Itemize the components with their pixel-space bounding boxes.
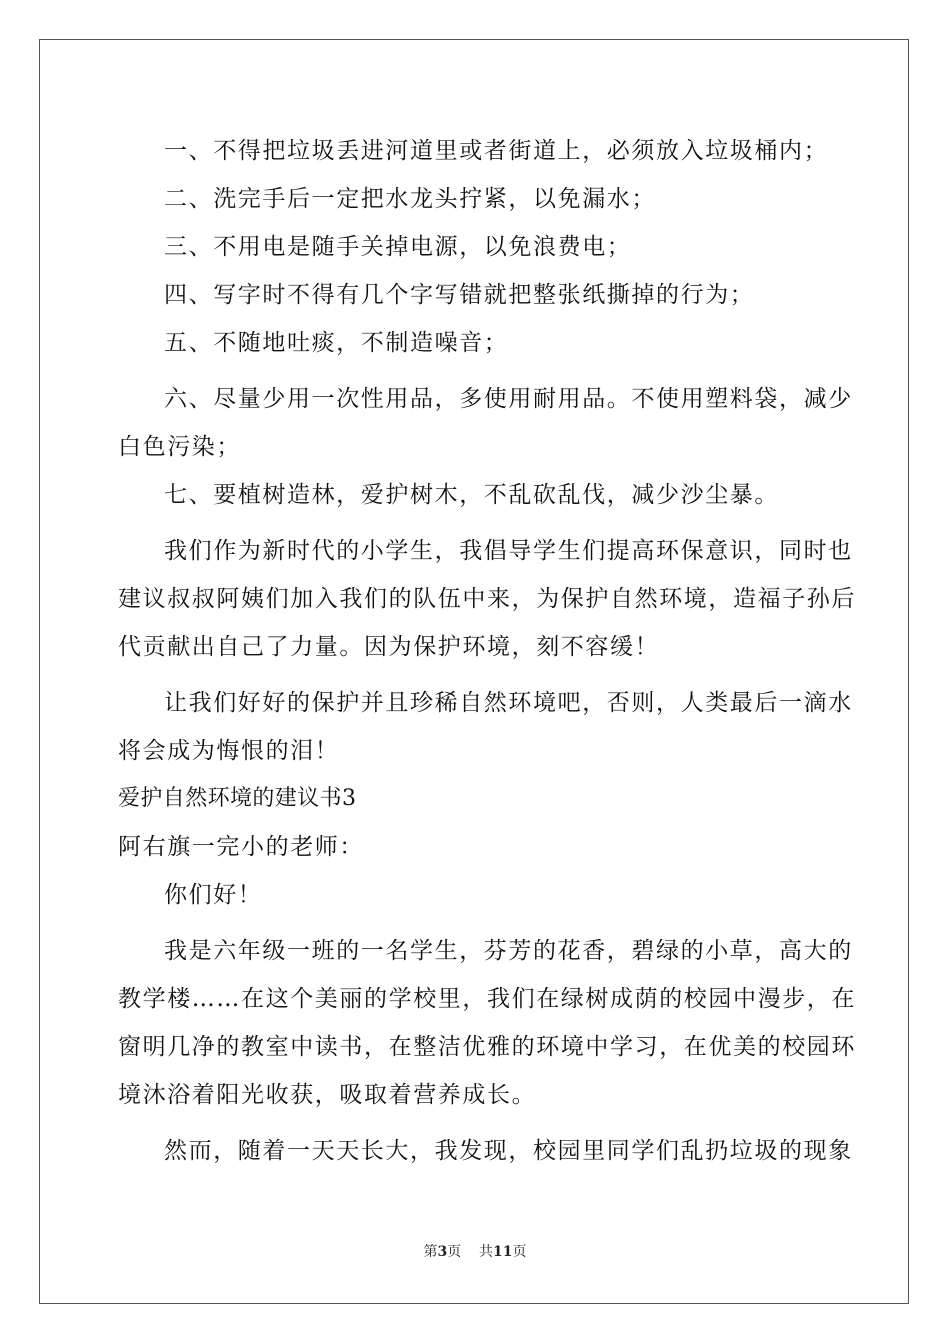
item-3: 三、不用电是随手关掉电源，以免浪费电；	[164, 234, 632, 260]
item-5: 五、不随地吐痰，不制造噪音；	[164, 330, 509, 356]
para3-line-4: 境沐浴着阳光收获，吸取着营养成长。	[118, 1082, 537, 1108]
para1-line-1: 我们作为新时代的小学生，我倡导学生们提高环保意识，同时也	[164, 538, 853, 564]
footer-current-page: 3	[437, 1244, 448, 1260]
item-7: 七、要植树造林，爱护树木，不乱砍乱伐，减少沙尘暴。	[164, 482, 779, 508]
para3-line-2: 教学楼……在这个美丽的学校里，我们在绿树成荫的校园中漫步，在	[118, 986, 856, 1012]
footer-total-pages: 11	[493, 1244, 513, 1260]
page-frame	[39, 39, 909, 1304]
item-6: 六、尽量少用一次性用品，多使用耐用品。不使用塑料袋，减少	[164, 386, 853, 412]
para2-line-2: 将会成为悔恨的泪！	[118, 738, 340, 764]
item-4: 四、写字时不得有几个字写错就把整张纸撕掉的行为；	[164, 282, 755, 308]
footer-page-unit: 页	[447, 1244, 462, 1260]
para3-line-1: 我是六年级一班的一名学生，芬芳的花香，碧绿的小草，高大的	[164, 938, 853, 964]
greeting: 你们好！	[164, 882, 263, 908]
para1-line-2: 建议叔叔阿姨们加入我们的队伍中来，为保护自然环境，造福子孙后	[118, 586, 856, 612]
section-heading: 爱护自然环境的建议书3	[118, 786, 357, 811]
para4-line-1: 然而，随着一天天长大，我发现，校园里同学们乱扔垃圾的现象	[164, 1138, 853, 1164]
item-1: 一、不得把垃圾丢进河道里或者街道上，必须放入垃圾桶内；	[164, 138, 829, 164]
item-6-continued: 白色污染；	[118, 434, 241, 460]
page-footer	[0, 1241, 950, 1261]
item-2: 二、洗完手后一定把水龙头拧紧，以免漏水；	[164, 186, 656, 212]
footer-prefix: 第	[423, 1244, 438, 1260]
para3-line-3: 窗明几净的教室中读书，在整洁优雅的环境中学习，在优美的校园环	[118, 1034, 856, 1060]
footer-total-prefix: 共	[479, 1244, 494, 1260]
salutation: 阿右旗一完小的老师：	[118, 834, 364, 860]
para1-line-3: 代贡献出自己了力量。因为保护环境，刻不容缓！	[118, 634, 660, 660]
footer-total-unit: 页	[512, 1244, 527, 1260]
para2-line-1: 让我们好好的保护并且珍稀自然环境吧，否则，人类最后一滴水	[164, 690, 853, 716]
